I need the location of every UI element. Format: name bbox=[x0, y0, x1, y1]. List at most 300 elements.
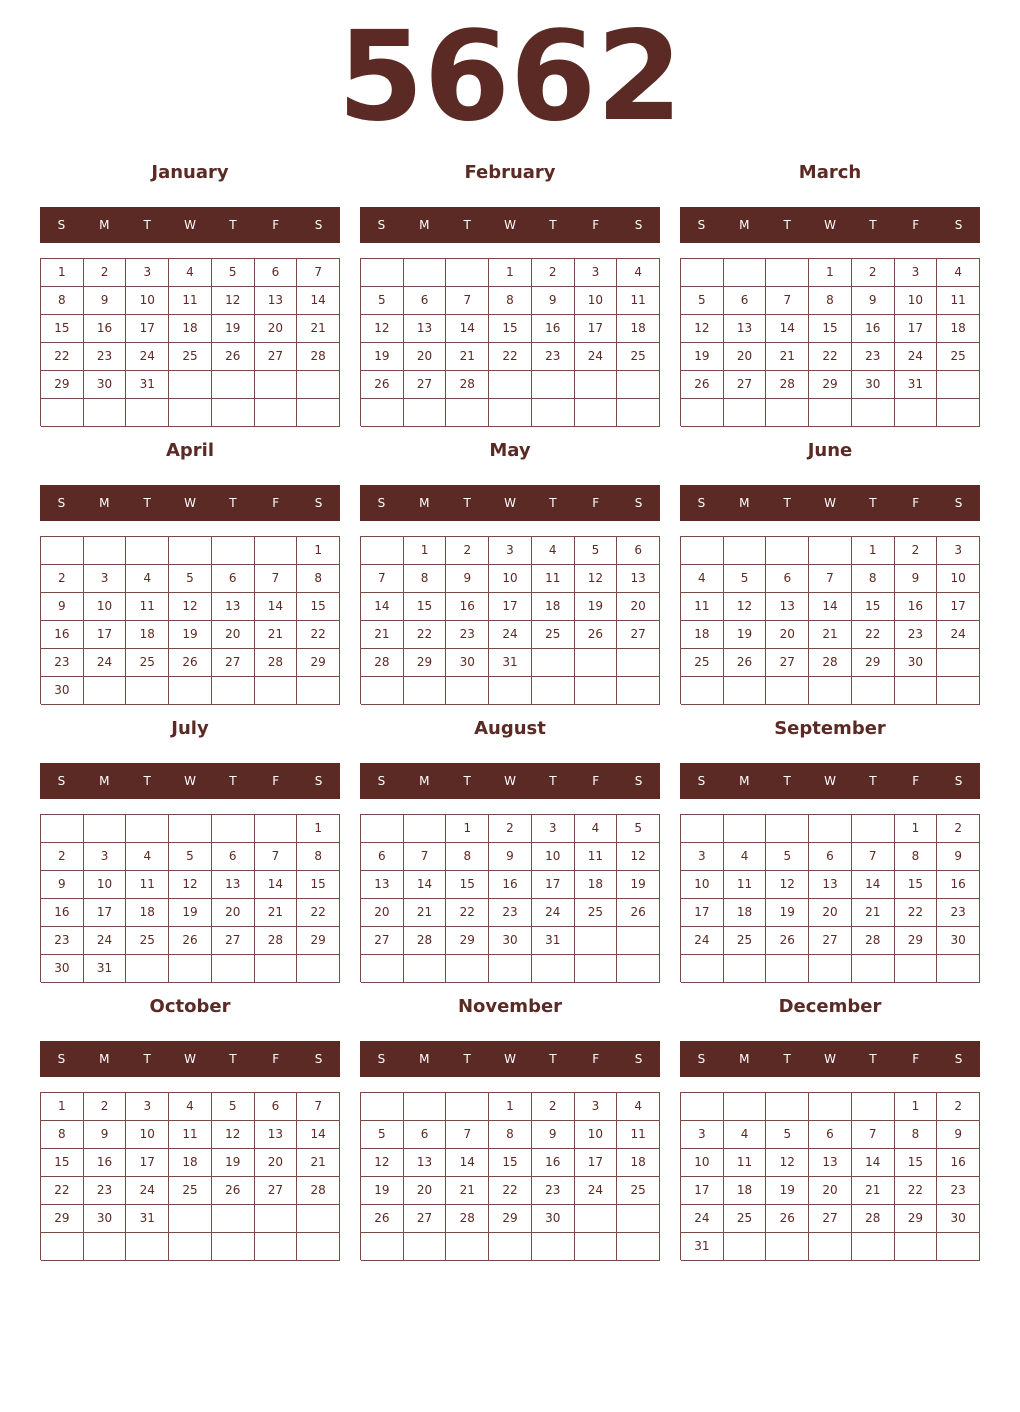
day-cell: 23 bbox=[489, 899, 532, 927]
day-cell: 28 bbox=[361, 649, 404, 677]
day-cell: 20 bbox=[212, 621, 255, 649]
day-cell: 21 bbox=[404, 899, 447, 927]
day-cell: 24 bbox=[84, 649, 127, 677]
weekday-label: F bbox=[592, 1052, 600, 1066]
day-cell: 6 bbox=[255, 259, 298, 287]
day-cell: 5 bbox=[169, 843, 212, 871]
day-cell bbox=[766, 815, 809, 843]
day-cell: 7 bbox=[809, 565, 852, 593]
weekday-label: M bbox=[99, 774, 110, 788]
weekday-label: F bbox=[912, 1052, 920, 1066]
day-cell bbox=[809, 537, 852, 565]
day-cell: 7 bbox=[404, 843, 447, 871]
weekday-label: W bbox=[824, 218, 836, 232]
day-cell: 2 bbox=[446, 537, 489, 565]
day-cell bbox=[532, 649, 575, 677]
day-cell: 18 bbox=[617, 1149, 660, 1177]
day-cell: 5 bbox=[724, 565, 767, 593]
day-cell: 16 bbox=[84, 315, 127, 343]
month-april bbox=[40, 433, 340, 711]
days-grid bbox=[40, 536, 340, 704]
day-cell bbox=[404, 1093, 447, 1121]
day-cell: 8 bbox=[297, 565, 340, 593]
weekday-label: T bbox=[783, 774, 791, 788]
weekday-label: T bbox=[869, 1052, 877, 1066]
day-cell: 10 bbox=[575, 287, 618, 315]
day-cell: 4 bbox=[169, 1093, 212, 1121]
day-cell bbox=[404, 399, 447, 427]
day-cell: 20 bbox=[255, 1149, 298, 1177]
day-cell: 21 bbox=[852, 1177, 895, 1205]
day-cell: 25 bbox=[617, 1177, 660, 1205]
day-cell: 3 bbox=[84, 565, 127, 593]
weekday-label: M bbox=[99, 218, 110, 232]
day-cell: 14 bbox=[852, 1149, 895, 1177]
day-cell bbox=[255, 677, 298, 705]
day-cell: 5 bbox=[617, 815, 660, 843]
day-cell: 24 bbox=[532, 899, 575, 927]
month-name: May bbox=[489, 440, 531, 461]
day-cell: 14 bbox=[446, 1149, 489, 1177]
weekday-label: W bbox=[504, 1052, 516, 1066]
day-cell: 12 bbox=[212, 1121, 255, 1149]
day-cell: 5 bbox=[361, 287, 404, 315]
day-cell: 23 bbox=[532, 1177, 575, 1205]
day-cell bbox=[852, 399, 895, 427]
day-cell: 9 bbox=[895, 565, 938, 593]
weekday-label: T bbox=[463, 1052, 471, 1066]
day-cell: 1 bbox=[895, 815, 938, 843]
weekday-header bbox=[680, 485, 980, 521]
day-cell: 16 bbox=[852, 315, 895, 343]
month-name: November bbox=[457, 996, 563, 1017]
day-cell: 28 bbox=[255, 649, 298, 677]
day-cell: 9 bbox=[937, 843, 980, 871]
day-cell: 1 bbox=[895, 1093, 938, 1121]
day-cell: 8 bbox=[852, 565, 895, 593]
weekday-label: T bbox=[463, 774, 471, 788]
weekday-label: T bbox=[143, 1052, 151, 1066]
day-cell: 12 bbox=[361, 315, 404, 343]
day-cell bbox=[489, 371, 532, 399]
day-cell: 3 bbox=[895, 259, 938, 287]
weekday-label: T bbox=[463, 218, 471, 232]
day-cell: 1 bbox=[852, 537, 895, 565]
day-cell: 10 bbox=[84, 871, 127, 899]
day-cell: 6 bbox=[404, 287, 447, 315]
month-july bbox=[40, 711, 340, 989]
day-cell: 28 bbox=[446, 371, 489, 399]
day-cell: 17 bbox=[895, 315, 938, 343]
day-cell: 10 bbox=[895, 287, 938, 315]
day-cell bbox=[766, 955, 809, 983]
weekday-label: M bbox=[99, 1052, 110, 1066]
day-cell: 15 bbox=[852, 593, 895, 621]
day-cell: 7 bbox=[297, 259, 340, 287]
day-cell: 27 bbox=[766, 649, 809, 677]
day-cell bbox=[852, 677, 895, 705]
day-cell bbox=[575, 371, 618, 399]
day-cell: 4 bbox=[724, 1121, 767, 1149]
day-cell: 22 bbox=[895, 1177, 938, 1205]
weekday-header bbox=[680, 763, 980, 799]
day-cell: 15 bbox=[297, 593, 340, 621]
month-name: September bbox=[774, 718, 886, 739]
day-cell: 3 bbox=[126, 1093, 169, 1121]
day-cell: 5 bbox=[212, 259, 255, 287]
weekday-label: F bbox=[272, 218, 280, 232]
day-cell: 12 bbox=[169, 593, 212, 621]
day-cell: 9 bbox=[852, 287, 895, 315]
weekday-label: S bbox=[57, 218, 66, 232]
weekday-label: S bbox=[954, 496, 963, 510]
day-cell bbox=[297, 371, 340, 399]
day-cell: 6 bbox=[404, 1121, 447, 1149]
day-cell: 1 bbox=[809, 259, 852, 287]
day-cell: 25 bbox=[724, 1205, 767, 1233]
day-cell bbox=[681, 677, 724, 705]
day-cell: 14 bbox=[446, 315, 489, 343]
day-cell: 4 bbox=[617, 259, 660, 287]
weekday-label: W bbox=[824, 496, 836, 510]
day-cell: 18 bbox=[575, 871, 618, 899]
day-cell: 10 bbox=[575, 1121, 618, 1149]
day-cell: 29 bbox=[404, 649, 447, 677]
day-cell bbox=[575, 399, 618, 427]
day-cell: 3 bbox=[575, 259, 618, 287]
day-cell: 28 bbox=[446, 1205, 489, 1233]
day-cell: 26 bbox=[169, 927, 212, 955]
day-cell: 29 bbox=[895, 1205, 938, 1233]
day-cell bbox=[446, 399, 489, 427]
day-cell: 25 bbox=[575, 899, 618, 927]
day-cell: 6 bbox=[724, 287, 767, 315]
weekday-label: W bbox=[504, 496, 516, 510]
day-cell: 11 bbox=[617, 1121, 660, 1149]
day-cell bbox=[126, 955, 169, 983]
day-cell: 26 bbox=[617, 899, 660, 927]
day-cell: 22 bbox=[895, 899, 938, 927]
days-grid bbox=[680, 814, 980, 982]
weekday-header bbox=[40, 485, 340, 521]
day-cell: 30 bbox=[852, 371, 895, 399]
day-cell bbox=[532, 1233, 575, 1261]
days-grid bbox=[360, 814, 660, 982]
day-cell: 9 bbox=[41, 593, 84, 621]
weekday-label: T bbox=[783, 496, 791, 510]
day-cell: 13 bbox=[212, 593, 255, 621]
weekday-label: F bbox=[592, 774, 600, 788]
day-cell bbox=[724, 1093, 767, 1121]
day-cell: 6 bbox=[361, 843, 404, 871]
days-grid bbox=[680, 1092, 980, 1260]
weekday-label: S bbox=[377, 1052, 386, 1066]
day-cell: 27 bbox=[361, 927, 404, 955]
day-cell: 1 bbox=[297, 815, 340, 843]
day-cell bbox=[404, 955, 447, 983]
day-cell: 2 bbox=[532, 1093, 575, 1121]
day-cell: 8 bbox=[895, 843, 938, 871]
weekday-label: S bbox=[634, 496, 643, 510]
month-name: October bbox=[149, 996, 231, 1017]
weekday-label: S bbox=[377, 774, 386, 788]
day-cell: 2 bbox=[489, 815, 532, 843]
day-cell bbox=[489, 677, 532, 705]
weekday-label: F bbox=[592, 496, 600, 510]
day-cell bbox=[852, 815, 895, 843]
weekday-label: T bbox=[229, 496, 237, 510]
day-cell: 2 bbox=[84, 1093, 127, 1121]
day-cell: 3 bbox=[681, 843, 724, 871]
day-cell: 12 bbox=[724, 593, 767, 621]
day-cell: 27 bbox=[809, 1205, 852, 1233]
day-cell: 5 bbox=[361, 1121, 404, 1149]
weekday-header bbox=[40, 1041, 340, 1077]
weekday-label: S bbox=[377, 218, 386, 232]
day-cell bbox=[617, 1205, 660, 1233]
day-cell: 26 bbox=[212, 1177, 255, 1205]
day-cell: 28 bbox=[297, 343, 340, 371]
day-cell: 17 bbox=[575, 1149, 618, 1177]
weekday-header bbox=[360, 1041, 660, 1077]
day-cell: 15 bbox=[404, 593, 447, 621]
day-cell: 17 bbox=[532, 871, 575, 899]
weekday-label: S bbox=[634, 218, 643, 232]
day-cell: 15 bbox=[446, 871, 489, 899]
day-cell bbox=[126, 677, 169, 705]
weekday-label: T bbox=[143, 218, 151, 232]
day-cell: 20 bbox=[404, 343, 447, 371]
weekday-label: S bbox=[697, 1052, 706, 1066]
day-cell: 8 bbox=[41, 287, 84, 315]
day-cell: 11 bbox=[169, 1121, 212, 1149]
day-cell bbox=[255, 537, 298, 565]
day-cell bbox=[575, 677, 618, 705]
day-cell bbox=[617, 399, 660, 427]
day-cell: 20 bbox=[809, 1177, 852, 1205]
day-cell: 11 bbox=[724, 1149, 767, 1177]
day-cell: 31 bbox=[126, 1205, 169, 1233]
day-cell: 9 bbox=[41, 871, 84, 899]
day-cell: 28 bbox=[809, 649, 852, 677]
day-cell: 8 bbox=[489, 1121, 532, 1149]
day-cell: 7 bbox=[361, 565, 404, 593]
day-cell: 19 bbox=[766, 1177, 809, 1205]
day-cell: 18 bbox=[617, 315, 660, 343]
day-cell: 6 bbox=[255, 1093, 298, 1121]
day-cell bbox=[617, 677, 660, 705]
day-cell bbox=[809, 815, 852, 843]
day-cell: 28 bbox=[404, 927, 447, 955]
day-cell: 4 bbox=[126, 843, 169, 871]
day-cell: 25 bbox=[724, 927, 767, 955]
weekday-label: M bbox=[419, 496, 430, 510]
day-cell: 26 bbox=[361, 371, 404, 399]
month-name: June bbox=[807, 440, 853, 461]
day-cell: 3 bbox=[84, 843, 127, 871]
day-cell bbox=[169, 955, 212, 983]
day-cell: 1 bbox=[489, 1093, 532, 1121]
day-cell bbox=[489, 399, 532, 427]
day-cell: 29 bbox=[809, 371, 852, 399]
weekday-label: M bbox=[419, 774, 430, 788]
day-cell: 28 bbox=[766, 371, 809, 399]
day-cell: 17 bbox=[126, 1149, 169, 1177]
day-cell: 10 bbox=[84, 593, 127, 621]
day-cell: 13 bbox=[255, 287, 298, 315]
day-cell bbox=[84, 815, 127, 843]
day-cell bbox=[255, 1205, 298, 1233]
weekday-label: S bbox=[634, 774, 643, 788]
day-cell bbox=[489, 955, 532, 983]
days-grid bbox=[360, 1092, 660, 1260]
day-cell bbox=[255, 955, 298, 983]
weekday-label: T bbox=[549, 218, 557, 232]
day-cell: 16 bbox=[895, 593, 938, 621]
month-november bbox=[360, 989, 660, 1267]
day-cell bbox=[404, 815, 447, 843]
weekday-label: S bbox=[314, 496, 323, 510]
day-cell: 28 bbox=[852, 927, 895, 955]
weekday-label: F bbox=[272, 774, 280, 788]
month-june bbox=[680, 433, 980, 711]
day-cell bbox=[617, 955, 660, 983]
day-cell: 28 bbox=[852, 1205, 895, 1233]
day-cell: 29 bbox=[41, 371, 84, 399]
day-cell: 25 bbox=[126, 927, 169, 955]
month-october bbox=[40, 989, 340, 1267]
day-cell: 12 bbox=[617, 843, 660, 871]
day-cell: 7 bbox=[255, 843, 298, 871]
month-name: February bbox=[464, 162, 556, 183]
day-cell bbox=[575, 955, 618, 983]
day-cell bbox=[809, 677, 852, 705]
day-cell bbox=[532, 677, 575, 705]
day-cell: 22 bbox=[404, 621, 447, 649]
weekday-label: M bbox=[419, 218, 430, 232]
day-cell bbox=[361, 677, 404, 705]
day-cell: 14 bbox=[361, 593, 404, 621]
month-august bbox=[360, 711, 660, 989]
day-cell: 18 bbox=[724, 899, 767, 927]
day-cell: 20 bbox=[724, 343, 767, 371]
day-cell: 19 bbox=[169, 621, 212, 649]
day-cell: 3 bbox=[937, 537, 980, 565]
day-cell bbox=[255, 371, 298, 399]
weekday-label: M bbox=[419, 1052, 430, 1066]
weekday-label: T bbox=[229, 1052, 237, 1066]
days-grid bbox=[680, 536, 980, 704]
day-cell: 15 bbox=[41, 1149, 84, 1177]
day-cell: 11 bbox=[126, 593, 169, 621]
weekday-label: T bbox=[783, 1052, 791, 1066]
day-cell bbox=[255, 1233, 298, 1261]
day-cell bbox=[617, 649, 660, 677]
day-cell: 30 bbox=[532, 1205, 575, 1233]
day-cell: 5 bbox=[766, 1121, 809, 1149]
weekday-label: W bbox=[504, 774, 516, 788]
day-cell: 3 bbox=[575, 1093, 618, 1121]
day-cell: 29 bbox=[489, 1205, 532, 1233]
day-cell: 12 bbox=[361, 1149, 404, 1177]
weekday-label: M bbox=[739, 496, 750, 510]
day-cell: 30 bbox=[41, 677, 84, 705]
day-cell bbox=[361, 259, 404, 287]
day-cell: 22 bbox=[809, 343, 852, 371]
day-cell bbox=[169, 1205, 212, 1233]
day-cell: 23 bbox=[84, 1177, 127, 1205]
day-cell: 10 bbox=[681, 871, 724, 899]
day-cell bbox=[617, 371, 660, 399]
day-cell bbox=[809, 955, 852, 983]
day-cell: 25 bbox=[169, 1177, 212, 1205]
day-cell: 22 bbox=[297, 621, 340, 649]
day-cell bbox=[404, 259, 447, 287]
day-cell: 27 bbox=[212, 649, 255, 677]
day-cell: 16 bbox=[937, 871, 980, 899]
day-cell: 12 bbox=[212, 287, 255, 315]
day-cell: 14 bbox=[766, 315, 809, 343]
day-cell: 25 bbox=[681, 649, 724, 677]
day-cell: 22 bbox=[489, 1177, 532, 1205]
day-cell: 15 bbox=[895, 1149, 938, 1177]
day-cell: 18 bbox=[126, 899, 169, 927]
day-cell: 13 bbox=[617, 565, 660, 593]
day-cell: 1 bbox=[41, 1093, 84, 1121]
weekday-label: S bbox=[697, 218, 706, 232]
day-cell: 31 bbox=[681, 1233, 724, 1261]
day-cell: 1 bbox=[41, 259, 84, 287]
weekday-label: F bbox=[912, 496, 920, 510]
weekday-label: T bbox=[143, 496, 151, 510]
day-cell bbox=[212, 1205, 255, 1233]
day-cell: 26 bbox=[681, 371, 724, 399]
day-cell: 10 bbox=[937, 565, 980, 593]
day-cell bbox=[361, 815, 404, 843]
day-cell: 26 bbox=[575, 621, 618, 649]
month-september bbox=[680, 711, 980, 989]
day-cell bbox=[937, 399, 980, 427]
day-cell bbox=[169, 815, 212, 843]
day-cell: 19 bbox=[766, 899, 809, 927]
day-cell bbox=[84, 677, 127, 705]
day-cell bbox=[41, 537, 84, 565]
day-cell: 11 bbox=[681, 593, 724, 621]
day-cell: 2 bbox=[41, 843, 84, 871]
day-cell: 30 bbox=[41, 955, 84, 983]
month-may bbox=[360, 433, 660, 711]
day-cell: 11 bbox=[937, 287, 980, 315]
weekday-label: M bbox=[739, 774, 750, 788]
day-cell: 14 bbox=[809, 593, 852, 621]
day-cell: 18 bbox=[681, 621, 724, 649]
day-cell: 18 bbox=[724, 1177, 767, 1205]
weekday-label: S bbox=[57, 1052, 66, 1066]
day-cell: 13 bbox=[255, 1121, 298, 1149]
day-cell: 22 bbox=[852, 621, 895, 649]
day-cell: 21 bbox=[852, 899, 895, 927]
day-cell: 1 bbox=[446, 815, 489, 843]
day-cell: 28 bbox=[255, 927, 298, 955]
day-cell: 23 bbox=[84, 343, 127, 371]
day-cell: 24 bbox=[575, 1177, 618, 1205]
day-cell: 4 bbox=[617, 1093, 660, 1121]
day-cell: 5 bbox=[766, 843, 809, 871]
day-cell: 7 bbox=[766, 287, 809, 315]
day-cell: 24 bbox=[681, 927, 724, 955]
day-cell bbox=[937, 649, 980, 677]
day-cell: 15 bbox=[489, 1149, 532, 1177]
